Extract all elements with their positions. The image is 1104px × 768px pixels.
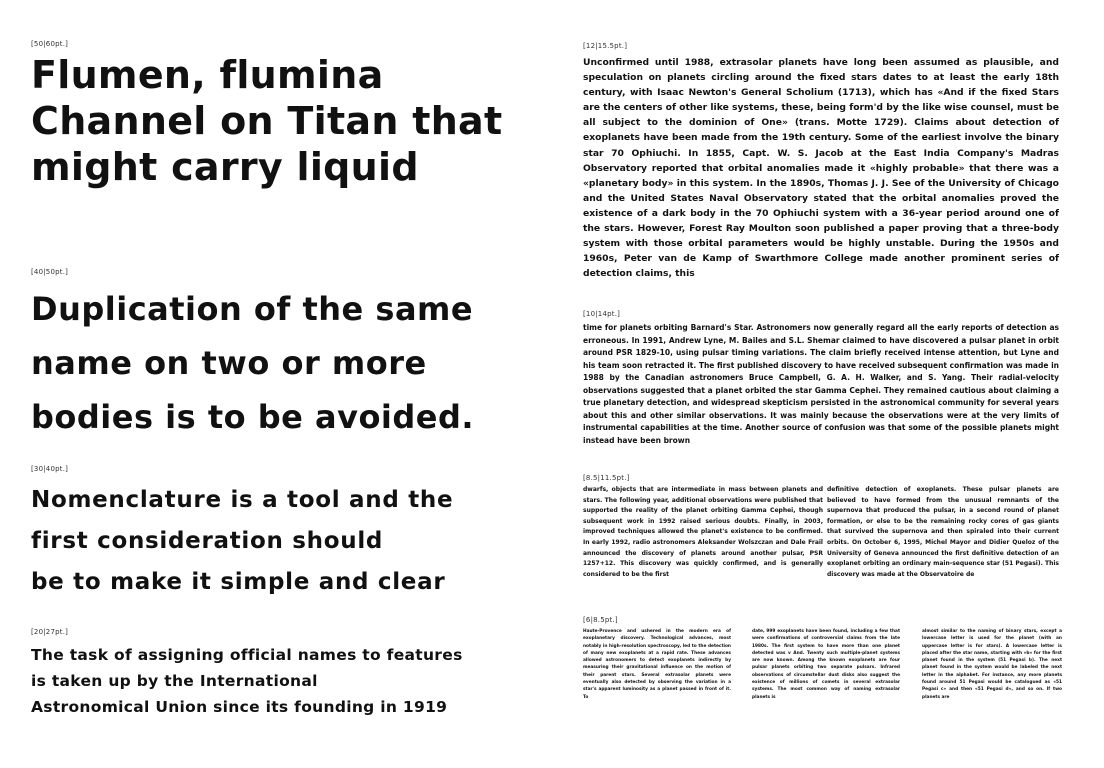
text-block-2: time for planets orbiting Barnard's Star. Astronomers now generally regard all the early reports of detection as erroneous. In 1991, Andrew Lyne, M. Bailes and S.L. Shemar claimed to have discovered a pulsar planet in orbit around PSR 1829-10, using pulsar timing variations. The claim briefly received intense attention, but Lyne and his team soon retracted it. The first published discovery to have received subsequent confirmation was made in 1988 by the Canadian astronomers Bruce Campbell, G. A. H. Walker, and S. Yang. Their radial-velocity observations suggested that a planet orbited the star Gamma Cephei. They remained cautious about claiming a true planetary detection, and widespread skepticism persisted in the astronomical community for several years about this and other similar observations. It was mainly because the observations were at the very limits of instrumental capabilities at the time. Another source of confusion was that some of the possible planets might instead have been brown xyxy=(583,323,1059,445)
specimen-line: first consideration should xyxy=(31,528,384,554)
specimen-label-2: [40|50pt.] xyxy=(31,268,69,276)
text-block-label-3: [8.5|11.5pt.] xyxy=(583,474,630,482)
specimen-label-4: [20|27pt.] xyxy=(31,628,69,636)
text-block-4-column-1: Haute-Provence and ushered in the modern era of exoplanetary discovery. Technological advances, most notably in high-resolution spectroscopy, led to the detection of many new exoplanets at a rapid rate. These advances allowed astronomers to detect exoplanets indirectly by measuring their gravitational influence on the motion of their parent stars. Several extrasolar planets were eventually also detected by observing the variation in a star's apparent luminosity as a planet passed in front of it. To xyxy=(583,629,731,700)
specimen-line: Duplication of the same xyxy=(31,290,474,328)
specimen-label-3: [30|40pt.] xyxy=(31,465,69,473)
specimen-line: Astronomical Union since its founding in 1919 xyxy=(31,698,448,716)
specimen-heading-1 xyxy=(31,52,502,190)
specimen-line: The task of assigning official names to features xyxy=(31,646,463,664)
specimen-line: name on two or more xyxy=(31,344,427,382)
text-block-4-column-3: almost similar to the naming of binary stars, except a lowercase letter is used for the planet (with an uppercase letter is for stars). A lowercase letter is placed after the star name, starting with «b» for the first planet found in the system (51 Pegasi b). The next planet found in the system would be labeled the next letter in the alphabet. For instance, any more planets found around 51 Pegasi would be catalogued as «51 Pegasi c» and then «51 Pegasi d», and so on. If two planets are xyxy=(922,629,1062,700)
specimen-label-1: [50|60pt.] xyxy=(31,40,69,48)
specimen-line: Flumen, flumina xyxy=(31,53,384,97)
text-block-label-2: [10|14pt.] xyxy=(583,310,621,318)
text-block-1: Unconfirmed until 1988, extrasolar planets have long been assumed as plausible, and speculation on planets circling around the fixed stars dates to at least the early 18th century, with Isaac Newton's General Scholium (1713), which has «And if the fixed Stars are the centers of other like systems, these, being form'd by the like wise counsel, must be all subject to the dominion of One» (trans. Motte 1729). Claims about detection of exoplanets have been made from the 19th century. Some of the earliest involve the binary star 70 Ophiuchi. In 1855, Capt. W. S. Jacob at the East India Company's Madras Observatory reported that orbital anomalies made it «highly probable» that there was a «planetary body» in this system. In the 1890s, Thomas J. J. See of the University of Chicago and the United States Naval Observatory stated that the orbital anomalies proved the existence of a dark body in the 70 Ophiuchi system with a 36-year period around one of the stars. However, Forest Ray Moulton soon published a paper proving that a three-body system with those orbital parameters would be highly unstable. During the 1950s and 1960s, Peter van de Kamp of Swarthmore College made another prominent series of detection claims, this xyxy=(583,57,1059,280)
specimen-heading-2 xyxy=(31,282,474,444)
specimen-heading-3 xyxy=(31,480,453,603)
text-block-4-column-2: date, 999 exoplanets have been found, including a few that were confirmations of controversial claims from the late 1980s. The first system to have more than one planet detected was v And. Twenty such multiple-planet systems are now known. Among the known exoplanets are four pulsar planets orbiting two separate pulsars. Infrared observations of circumstellar dust disks also suggest the existence of millions of comets in several extrasolar systems. The most common way of naming extrasolar planets is xyxy=(752,629,900,700)
specimen-line: bodies is to be avoided. xyxy=(31,398,475,436)
specimen-line: Nomenclature is a tool and the xyxy=(31,487,454,513)
specimen-line: Channel on Titan that xyxy=(31,99,503,143)
text-block-label-4: [6|8.5pt.] xyxy=(583,616,618,624)
text-block-label-1: [12|15.5pt.] xyxy=(583,42,628,50)
specimen-heading-4 xyxy=(31,642,463,720)
specimen-line: is taken up by the International xyxy=(31,672,318,690)
specimen-line: might carry liquid xyxy=(31,145,419,189)
text-block-3-column-1: dwarfs, objects that are intermediate in mass between planets and stars. The following year, additional observations were published that supported the reality of the planet orbiting Gamma Cephei, though subsequent work in 1992 raised serious doubts. Finally, in 2003, improved techniques allowed the planet's existence to be confirmed. In early 1992, radio astronomers Aleksander Wolszczan and Dale Frail announced the discovery of planets around another pulsar, PSR 1257+12. This discovery was quickly confirmed, and is generally considered to be the first xyxy=(583,486,823,578)
specimen-line: be to make it simple and clear xyxy=(31,569,446,595)
text-block-3-column-2: definitive detection of exoplanets. These pulsar planets are believed to have formed from the unusual remnants of the supernova that produced the pulsar, in a second round of planet formation, or else to be the remaining rocky cores of gas giants that survived the supernova and then spiraled into their current orbits. On October 6, 1995, Michel Mayor and Didier Queloz of the University of Geneva announced the first definitive detection of an exoplanet orbiting an ordinary main-sequence star (51 Pegasi). This discovery was made at the Observatoire de xyxy=(827,486,1059,578)
